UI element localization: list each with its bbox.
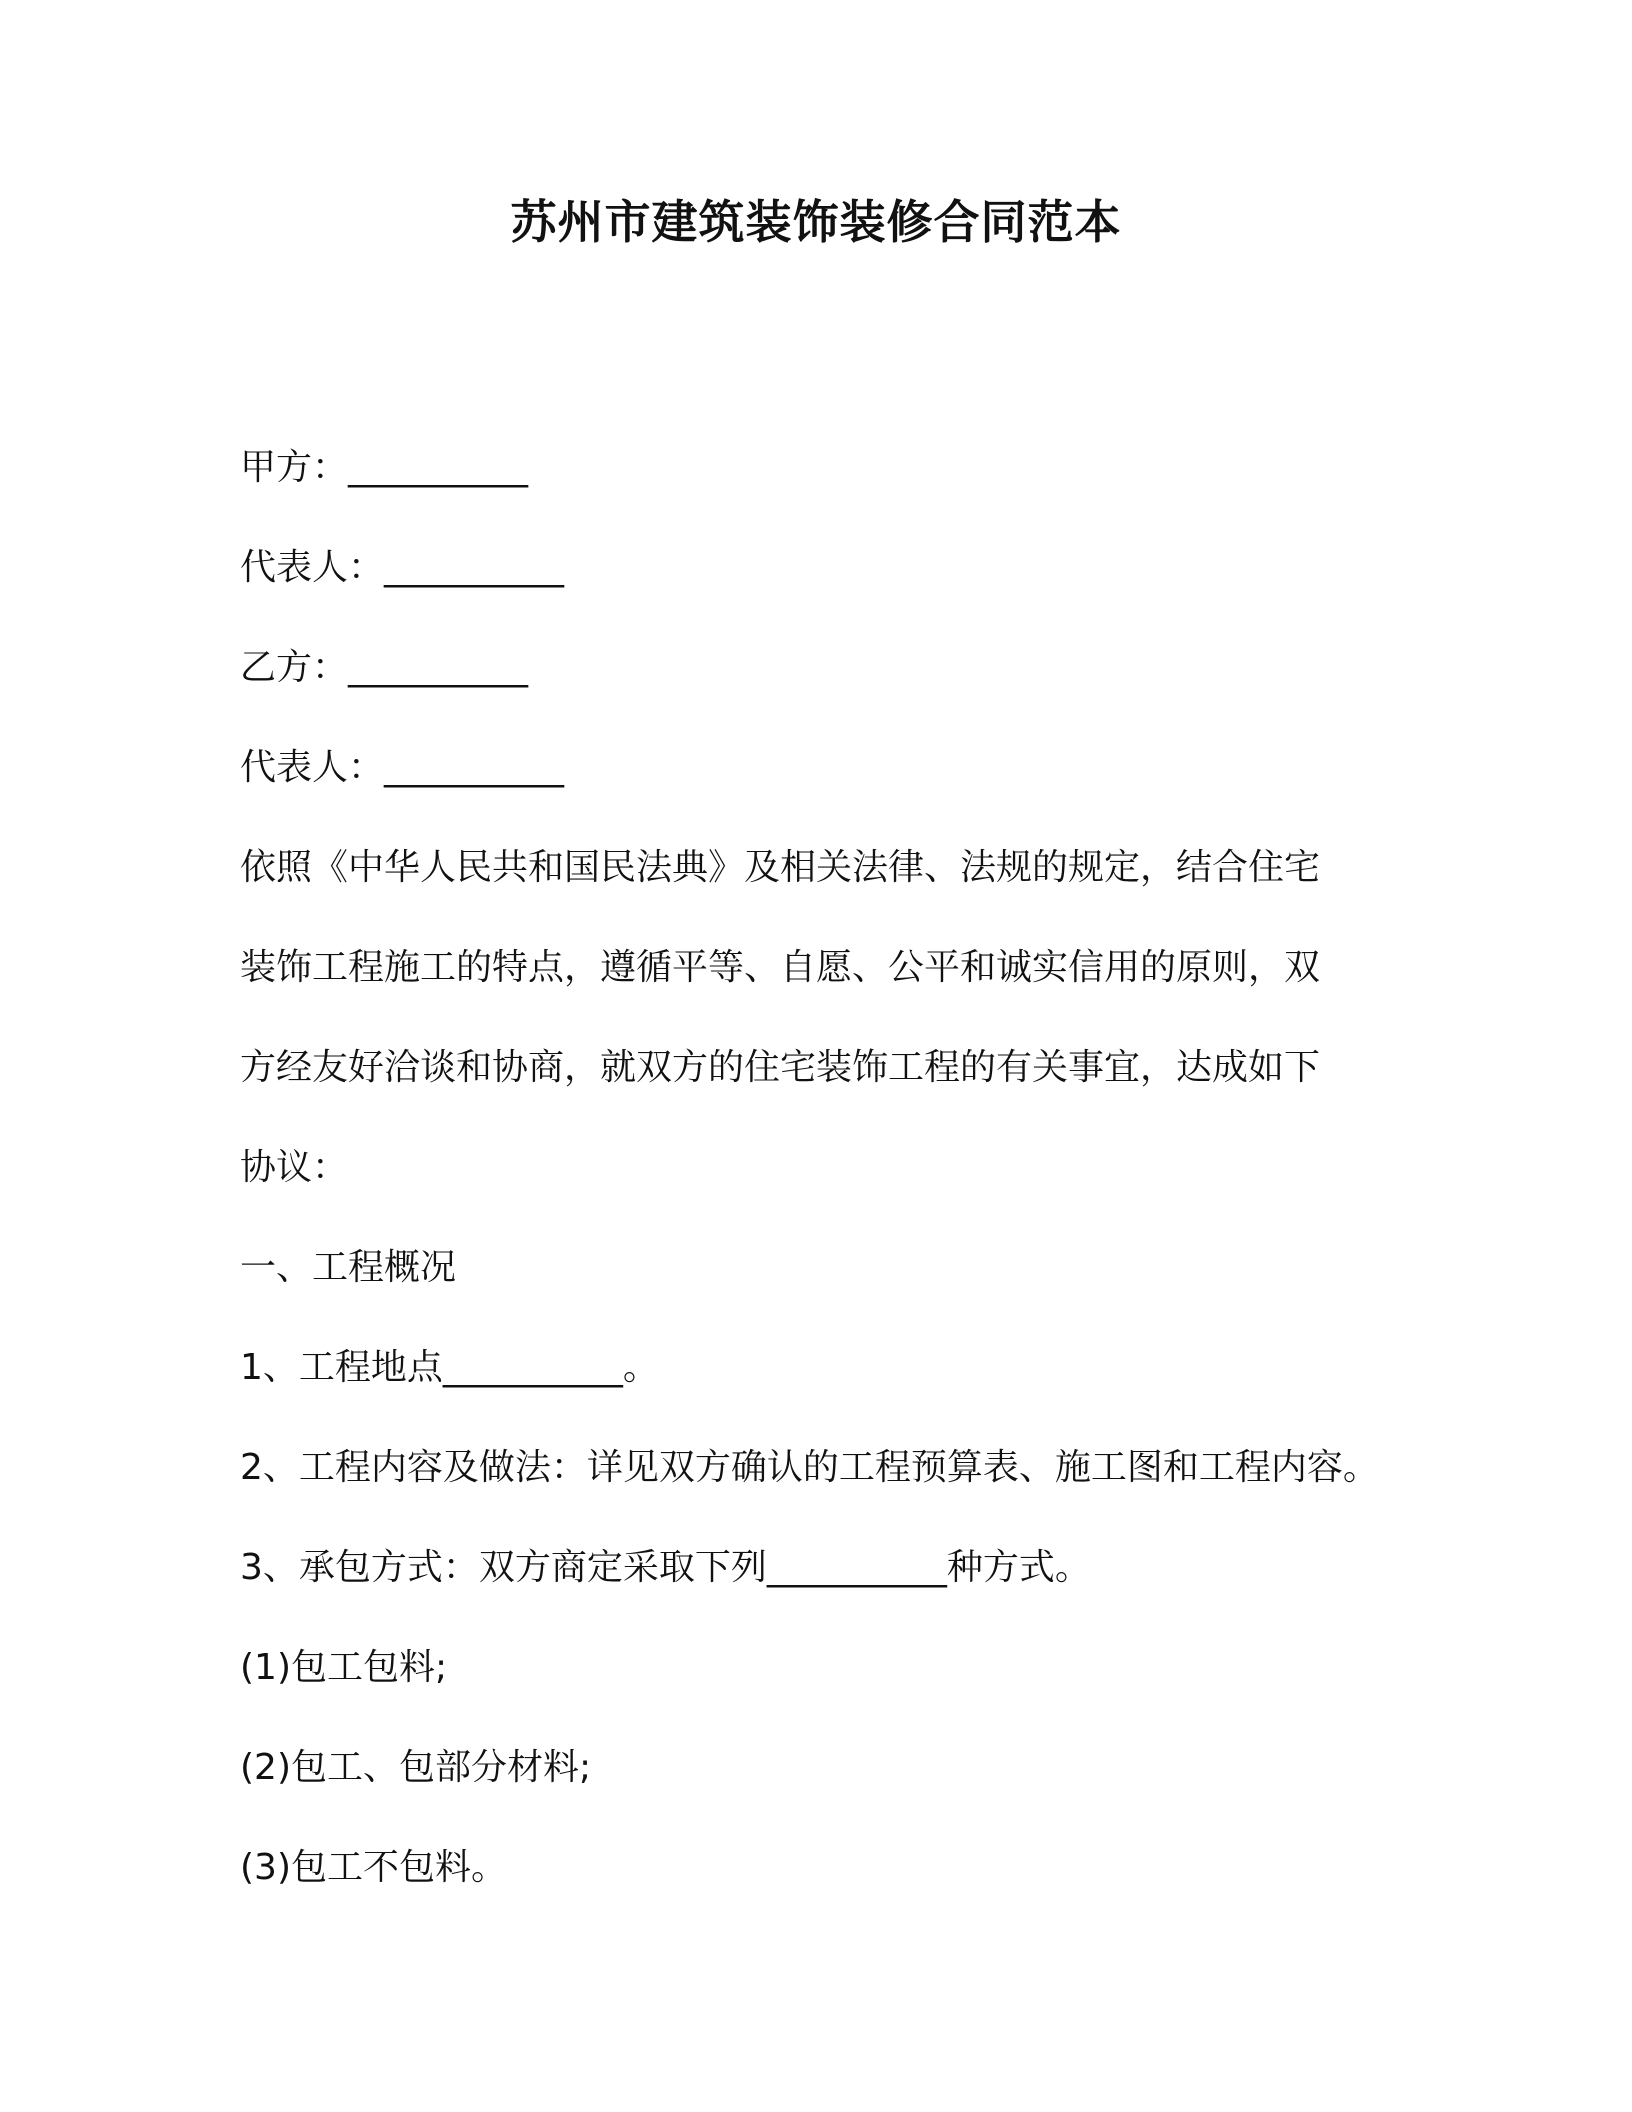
party-b-line: 乙方：__________ (240, 647, 529, 688)
party-a-line: 甲方：__________ (240, 447, 529, 488)
option-item: (1)包工包料; (240, 1647, 448, 1688)
document-body (240, 418, 1390, 1918)
option-item: (3)包工不包料。 (240, 1847, 507, 1888)
clause-project-content: 2、工程内容及做法：详见双方确认的工程预算表、施工图和工程内容。 (240, 1447, 1379, 1488)
clause-contract-method: 3、承包方式：双方商定采取下列__________种方式。 (240, 1547, 1091, 1588)
party-a-representative-line: 代表人：__________ (240, 547, 565, 588)
option-item: (2)包工、包部分材料; (240, 1747, 592, 1788)
clause-project-location: 1、工程地点__________。 (240, 1347, 659, 1388)
document-title: 苏州市建筑装饰装修合同范本 (510, 195, 1122, 249)
intro-line: 协议： (240, 1147, 349, 1188)
intro-line: 依照《中华人民共和国民法典》及相关法律、法规的规定，结合住宅 (240, 847, 1321, 888)
intro-line: 方经友好洽谈和协商，就双方的住宅装饰工程的有关事宜，达成如下 (240, 1047, 1321, 1088)
party-b-representative-line: 代表人：__________ (240, 747, 565, 788)
intro-line: 装饰工程施工的特点，遵循平等、自愿、公平和诚实信用的原则，双 (240, 947, 1321, 988)
section-heading: 一、工程概况 (240, 1247, 457, 1288)
